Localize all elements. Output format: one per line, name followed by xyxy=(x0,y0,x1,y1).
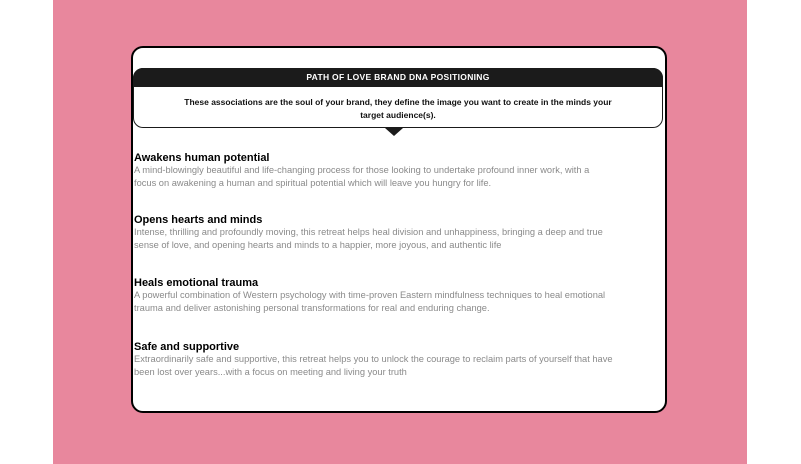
header-title: PATH OF LOVE BRAND DNA POSITIONING xyxy=(133,68,663,87)
association-title: Safe and supportive xyxy=(134,341,240,353)
header-description: These associations are the soul of your brand, they define the image you want to create in the minds your target audience(s). xyxy=(184,97,612,120)
association-text: Intense, thrilling and profoundly moving, this retreat helps heal division and unhappiness, bringing a deep and true sense of love, and opening hearts and minds to a happier, more joyous, and authentic life xyxy=(134,227,603,250)
association-text: A powerful combination of Western psychology with time-proven Eastern mindfulness techniques to heal emotional trauma and deliver astonishing personal transformations for real and enduring change. xyxy=(134,290,606,313)
association-title: Heals emotional trauma xyxy=(134,277,259,289)
brand-dna-card xyxy=(131,46,667,413)
positioning-header xyxy=(133,68,663,128)
association-item xyxy=(134,214,614,251)
association-item xyxy=(134,277,614,314)
pink-backdrop xyxy=(53,0,747,464)
association-item xyxy=(134,341,614,378)
association-text: Extraordinarily safe and supportive, this retreat helps you to unlock the courage to reclaim parts of yourself that have been lost over years...with a focus on meeting and living your truth xyxy=(134,354,613,377)
association-text: A mind-blowingly beautiful and life-changing process for those looking to undertake profound inner work, with a focus on awakening a human and spiritual potential which will leave you hungry for life. xyxy=(134,165,590,188)
association-title: Awakens human potential xyxy=(134,152,270,164)
association-item xyxy=(134,152,614,189)
pointer-triangle-icon xyxy=(385,128,403,136)
association-title: Opens hearts and minds xyxy=(134,214,263,226)
